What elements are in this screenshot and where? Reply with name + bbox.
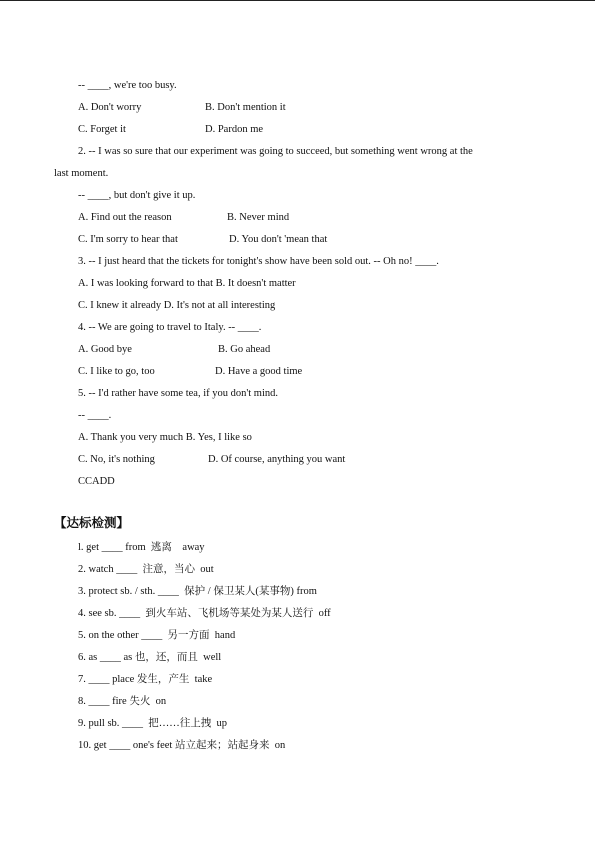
q2-option-c: C. I'm sorry to hear that <box>78 234 178 245</box>
q2-stem-line-2: last moment. <box>54 168 109 179</box>
q2-blank-line: -- ____, but don't give it up. <box>78 190 196 201</box>
q1-option-b: B. Don't mention it <box>205 102 286 113</box>
phrase-item <box>78 695 166 709</box>
q2-option-d: D. You don't 'mean that <box>229 234 328 245</box>
phrase-item <box>78 717 227 731</box>
phrase-answer: on <box>274 740 286 751</box>
phrase-english: 9. pull sb. ____ <box>78 718 144 729</box>
phrase-chinese: 注意，当心 <box>142 564 195 575</box>
q3-stem: 3. -- I just heard that the tickets for tonight's show have been sold out. -- Oh no! ____. <box>78 256 439 267</box>
phrase-english: 10. get ____ one's feet <box>78 740 173 751</box>
q3-options-cd: C. I knew it already D. It's not at all interesting <box>78 300 276 311</box>
phrase-answer: from <box>296 586 317 597</box>
phrase-chinese: 把……往上拽 <box>148 718 212 729</box>
phrase-chinese: 另一方面 <box>167 630 210 641</box>
phrase-item <box>78 585 317 599</box>
phrase-chinese: 到火车站、飞机场等某处为某人送行 <box>145 608 314 619</box>
phrase-chinese: 保护 / 保卫某人(某事物) <box>184 586 294 597</box>
phrase-answer: on <box>155 696 167 707</box>
phrase-chinese: 站立起来；站起身来 <box>174 740 270 751</box>
q5-options-ab: A. Thank you very much B. Yes, I like so <box>78 432 252 443</box>
phrase-answer: out <box>200 564 214 575</box>
phrase-answer: up <box>216 718 228 729</box>
phrase-english: 3. protect sb. / sth. ____ <box>78 586 179 597</box>
phrase-chinese: 发生，产生 <box>136 674 190 685</box>
phrase-answer: take <box>194 674 213 685</box>
q3-options-ab: A. I was looking forward to that B. It doesn't matter <box>78 278 296 289</box>
phrase-item <box>78 739 285 753</box>
phrase-chinese: 也，还，而且 <box>134 652 198 663</box>
phrase-english: 5. on the other ____ <box>78 630 163 641</box>
phrase-english: 8. ____ fire <box>78 696 127 707</box>
q4-option-a: A. Good bye <box>78 344 132 355</box>
phrase-item <box>78 673 212 687</box>
phrase-chinese: 失火 <box>129 696 151 707</box>
phrase-answer: well <box>203 652 222 663</box>
q4-option-c: C. I like to go, too <box>78 366 155 377</box>
phrase-english: 6. as ____ as <box>78 652 133 663</box>
phrase-english: l. get ____ from <box>78 542 146 553</box>
q2-option-a: A. Find out the reason <box>78 212 172 223</box>
phrase-english: 7. ____ place <box>78 674 135 685</box>
q2-option-b: B. Never mind <box>227 212 290 223</box>
phrase-item <box>78 607 331 621</box>
q4-option-b: B. Go ahead <box>218 344 271 355</box>
q2-stem-line-1: 2. -- I was so sure that our experiment was going to succeed, but something went wrong at the <box>78 146 473 157</box>
phrase-item <box>78 541 205 555</box>
phrase-item <box>78 563 214 577</box>
answer-key: CCADD <box>78 476 115 487</box>
phrase-english: 2. watch ____ <box>78 564 138 575</box>
phrase-answer: off <box>318 608 331 619</box>
phrase-chinese: 逃离 <box>150 542 172 553</box>
q4-option-d: D. Have a good time <box>215 366 303 377</box>
q5-stem: 5. -- I'd rather have some tea, if you don't mind. <box>78 388 279 399</box>
q1-blank-line: -- ____, we're too busy. <box>78 80 177 91</box>
phrase-item <box>78 629 235 643</box>
q4-stem: 4. -- We are going to travel to Italy. -- ____. <box>78 322 262 333</box>
phrase-english: 4. see sb. ____ <box>78 608 141 619</box>
phrase-item <box>78 651 221 665</box>
q1-option-a: A. Don't worry <box>78 102 142 113</box>
phrase-answer: away <box>182 542 205 553</box>
top-border-line <box>0 0 595 1</box>
q5-option-c: C. No, it's nothing <box>78 454 155 465</box>
q1-option-d: D. Pardon me <box>205 124 264 135</box>
q5-blank-line: -- ____. <box>78 410 112 421</box>
section-heading: 【达标检测】 <box>54 515 130 530</box>
q1-option-c: C. Forget it <box>78 124 126 135</box>
q5-option-d: D. Of course, anything you want <box>208 454 346 465</box>
phrase-answer: hand <box>214 630 236 641</box>
